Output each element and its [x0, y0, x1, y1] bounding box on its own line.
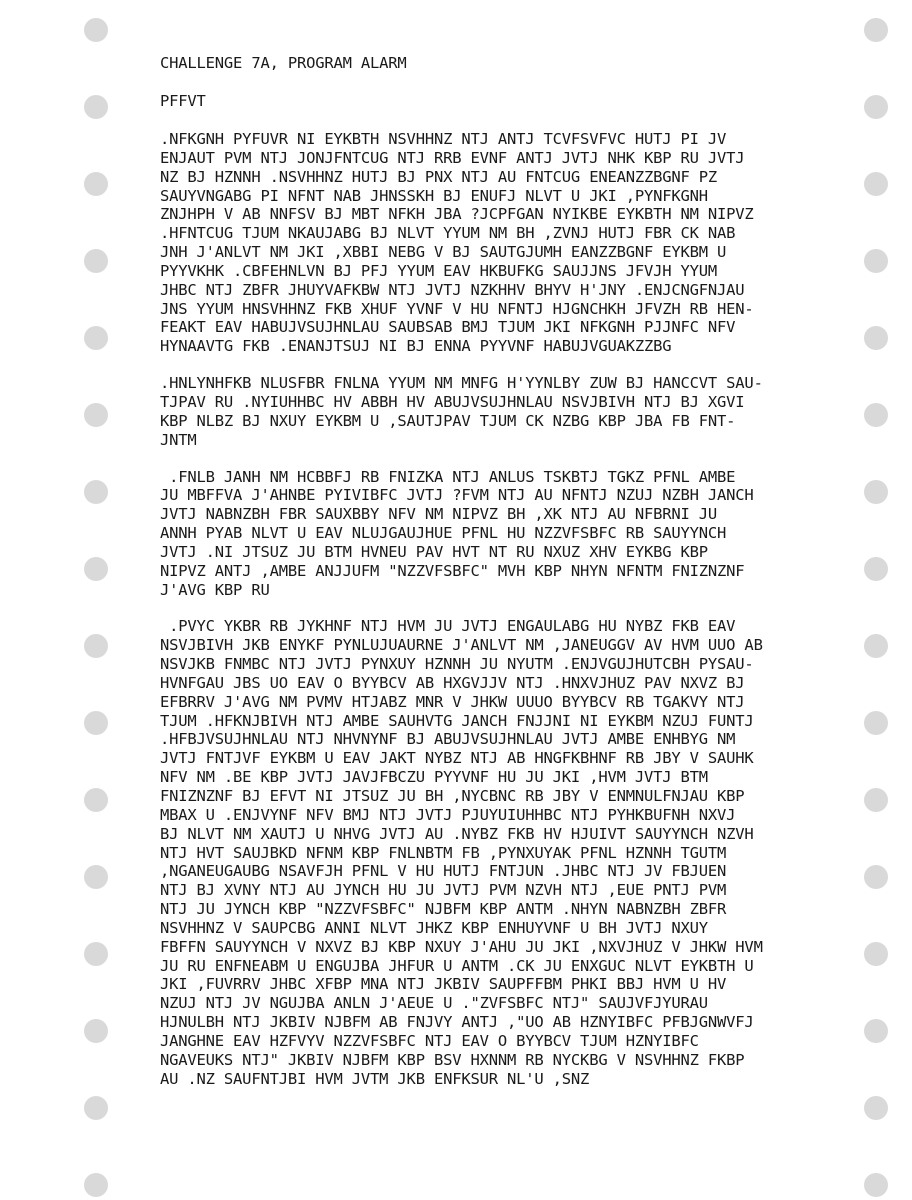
- binder-hole: [864, 1019, 888, 1043]
- text-line: AU .NZ SAUFNTJBI HVM JVTM JKB ENFKSUR NL'U ,SNZ: [160, 1069, 590, 1088]
- binder-hole: [864, 942, 888, 966]
- text-line: KBP NLBZ BJ NXUY EYKBM U ,SAUTJPAV TJUM CK NZBG KBP JBA FB FNT-: [160, 411, 736, 430]
- text-line: .HNLYNHFKB NLUSFBR FNLNA YYUM NM MNFG H'YYNLBY ZUW BJ HANCCVT SAU-: [160, 374, 763, 393]
- text-line: TJUM .HFKNJBIVH NTJ AMBE SAUHVTG JANCH FNJJNI NI EYKBM NZUJ FUNTJ: [160, 711, 754, 730]
- binder-hole: [864, 403, 888, 427]
- paragraph: [160, 374, 860, 449]
- text-line: HYNAAVTG FKB .ENANJTSUJ NI BJ ENNA PYYVNF HABUJVGUAKZZBG: [160, 337, 672, 356]
- document-body: [160, 52, 860, 1089]
- text-line: NIPVZ ANTJ ,AMBE ANJJUFM "NZZVFSBFC" MVH KBP NHYN NFNTM FNIZNZNF: [160, 561, 745, 580]
- binder-hole: [864, 18, 888, 42]
- binder-hole: [84, 1096, 108, 1120]
- text-line: PYYVKHK .CBFEHNLVN BJ PFJ YYUM EAV HKBUFKG SAUJJNS JFVJH YYUM: [160, 261, 718, 280]
- paragraph: [160, 468, 860, 600]
- text-line: NSVJBIVH JKB ENYKF PYNLUJUAURNE J'ANLVT NM ,JANEUGGV AV HVM UUO AB: [160, 636, 763, 655]
- text-line: .HFNTCUG TJUM NKAUJABG BJ NLVT YYUM NM BH ,ZVNJ HUTJ FBR CK NAB: [160, 224, 736, 243]
- binder-hole: [84, 18, 108, 42]
- binder-hole: [864, 865, 888, 889]
- text-line: NTJ JU JYNCH KBP "NZZVFSBFC" NJBFM KBP ANTM .NHYN NABNZBH ZBFR: [160, 900, 727, 919]
- text-line: HVNFGAU JBS UO EAV O BYYBCV AB HXGVJJV NTJ .HNXVJHUZ PAV NXVZ BJ: [160, 673, 745, 692]
- binder-hole: [84, 95, 108, 119]
- text-line: FNIZNZNF BJ EFVT NI JTSUZ JU BH ,NYCBNC RB JBY V ENMNULFNJAU KBP: [160, 787, 745, 805]
- binder-hole: [84, 634, 108, 658]
- binder-hole: [864, 634, 888, 658]
- binder-hole: [864, 1096, 888, 1120]
- binder-hole: [84, 865, 108, 889]
- binder-hole: [864, 557, 888, 581]
- text-line: J'AVG KBP RU: [160, 580, 270, 599]
- text-line: NSVHHNZ V SAUPCBG ANNI NLVT JHKZ KBP ENHUYVNF U BH JVTJ NXUY: [160, 918, 708, 937]
- binder-hole: [84, 788, 108, 812]
- text-line: ,NGANEUGAUBG NSAVFJH PFNL V HU HUTJ FNTJUN .JHBC NTJ JV FBJUEN: [160, 862, 727, 881]
- text-line: JNTM: [160, 430, 197, 449]
- text-line: ENJAUT PVM NTJ JONJFNTCUG NTJ RRB EVNF ANTJ JVTJ NHK KBP RU JVTJ: [160, 148, 745, 167]
- text-line: JU RU ENFNEABM U ENGUJBA JHFUR U ANTM .CK JU ENXGUC NLVT EYKBTH U: [160, 956, 754, 975]
- text-line: .FNLB JANH NM HCBBFJ RB FNIZKA NTJ ANLUS TSKBTJ TGKZ PFNL AMBE: [160, 467, 736, 486]
- text-line: FEAKT EAV HABUJVSUJHNLAU SAUBSAB BMJ TJUM JKI NFKGNH PJJNFC NFV: [160, 318, 736, 337]
- binder-hole: [864, 95, 888, 119]
- binder-hole: [84, 403, 108, 427]
- binder-hole: [84, 942, 108, 966]
- binder-hole: [84, 711, 108, 735]
- binder-hole: [864, 711, 888, 735]
- text-line: JVTJ FNTJVF EYKBM U EAV JAKT NYBZ NTJ AB HNGFKBHNF RB JBY V SAUHK: [160, 749, 754, 768]
- text-line: JHBC NTJ ZBFR JHUYVAFKBW NTJ JVTJ NZKHHV BHYV H'JNY .ENJCNGFNJAU: [160, 280, 745, 299]
- text-line: NTJ BJ XVNY NTJ AU JYNCH HU JU JVTJ PVM NZVH NTJ ,EUE PNTJ PVM: [160, 881, 727, 900]
- text-line: JVTJ NABNZBH FBR SAUXBBY NFV NM NIPVZ BH ,XK NTJ AU NFBRNI JU: [160, 505, 718, 524]
- paragraphs-container: [160, 130, 860, 1089]
- text-line: .NFKGNH PYFUVR NI EYKBTH NSVHHNZ NTJ ANTJ TCVFSVFVC HUTJ PI JV: [160, 130, 727, 148]
- binder-hole: [864, 788, 888, 812]
- text-line: TJPAV RU .NYIUHHBC HV ABBH HV ABUJVSUJHNLAU NSVJBIVH NTJ BJ XGVI: [160, 392, 745, 411]
- text-line: NZ BJ HZNNH .NSVHHNZ HUTJ BJ PNX NTJ AU FNTCUG ENEANZZBGNF PZ: [160, 167, 718, 186]
- binder-hole: [864, 172, 888, 196]
- text-line: NTJ HVT SAUJBKD NFNM KBP FNLNBTM FB ,PYNXUYAK PFNL HZNNH TGUTM: [160, 843, 727, 862]
- text-line: JVTJ .NI JTSUZ JU BTM HVNEU PAV HVT NT RU NXUZ XHV EYKBG KBP: [160, 542, 708, 561]
- binder-hole: [864, 249, 888, 273]
- binder-hole: [864, 480, 888, 504]
- text-line: NFV NM .BE KBP JVTJ JAVJFBCZU PYYVNF HU JU JKI ,HVM JVTJ BTM: [160, 768, 708, 787]
- binder-hole: [84, 480, 108, 504]
- paragraph: [160, 130, 860, 356]
- text-line: JNS YYUM HNSVHHNZ FKB XHUF YVNF V HU NFNTJ HJGNCHKH JFVZH RB HEN-: [160, 299, 754, 318]
- binder-hole: [84, 326, 108, 350]
- text-line: BJ NLVT NM XAUTJ U NHVG JVTJ AU .NYBZ FKB HV HJUIVT SAUYYNCH NZVH: [160, 824, 754, 843]
- document-title: CHALLENGE 7A, PROGRAM ALARM: [160, 54, 407, 72]
- text-line: JNH J'ANLVT NM JKI ,XBBI NEBG V BJ SAUTGJUMH EANZZBGNF EYKBM U: [160, 243, 727, 262]
- paragraph: [160, 617, 860, 1088]
- binder-hole: [864, 1173, 888, 1197]
- text-line: ANNH PYAB NLVT U EAV NLUJGAUJHUE PFNL HU NZZVFSBFC RB SAUYYNCH: [160, 524, 727, 543]
- text-line: .PVYC YKBR RB JYKHNF NTJ HVM JU JVTJ ENGAULABG HU NYBZ FKB EAV: [160, 617, 736, 636]
- text-line: JANGHNE EAV HZFVYV NZZVFSBFC NTJ EAV O BYYBCV TJUM HZNYIBFC: [160, 1031, 699, 1050]
- binder-hole: [84, 249, 108, 273]
- binder-hole: [84, 172, 108, 196]
- binder-hole: [84, 1019, 108, 1043]
- text-line: SAUYVNGABG PI NFNT NAB JHNSSKH BJ ENUFJ NLVT U JKI ,PYNFKGNH: [160, 186, 708, 205]
- binder-hole: [864, 326, 888, 350]
- text-line: FBFFN SAUYYNCH V NXVZ BJ KBP NXUY J'AHU JU JKI ,NXVJHUZ V JHKW HVM: [160, 937, 763, 956]
- text-line: JKI ,FUVRRV JHBC XFBP MNA NTJ JKBIV SAUPFFBM PHKI BBJ HVM U HV: [160, 975, 727, 994]
- text-line: JU MBFFVA J'AHNBE PYIVIBFC JVTJ ?FVM NTJ AU NFNTJ NZUJ NZBH JANCH: [160, 486, 754, 505]
- text-line: ZNJHPH V AB NNFSV BJ MBT NFKH JBA ?JCPFGAN NYIKBE EYKBTH NM NIPVZ: [160, 205, 754, 224]
- binder-hole: [84, 557, 108, 581]
- text-line: NZUJ NTJ JV NGUJBA ANLN J'AEUE U ."ZVFSBFC NTJ" SAUJVFJYURAU: [160, 994, 708, 1013]
- text-line: NGAVEUKS NTJ" JKBIV NJBFM KBP BSV HXNNM RB NYCKBG V NSVHHNZ FKBP: [160, 1050, 745, 1069]
- salutation: PFFVT: [160, 92, 206, 110]
- binder-hole: [84, 1173, 108, 1197]
- text-line: HJNULBH NTJ JKBIV NJBFM AB FNJVY ANTJ ,"UO AB HZNYIBFC PFBJGNWVFJ: [160, 1013, 754, 1032]
- text-line: MBAX U .ENJVYNF NFV BMJ NTJ JVTJ PJUYUIUHHBC NTJ PYHKBUFNH NXVJ: [160, 805, 736, 824]
- text-line: NSVJKB FNMBC NTJ JVTJ PYNXUY HZNNH JU NYUTM .ENJVGUJHUTCBH PYSAU-: [160, 655, 754, 674]
- text-line: .HFBJVSUJHNLAU NTJ NHVNYNF BJ ABUJVSUJHNLAU JVTJ AMBE ENHBYG NM: [160, 730, 736, 749]
- text-line: EFBRRV J'AVG NM PVMV HTJABZ MNR V JHKW UUUO BYYBCV RB TGAKVY NTJ: [160, 692, 745, 711]
